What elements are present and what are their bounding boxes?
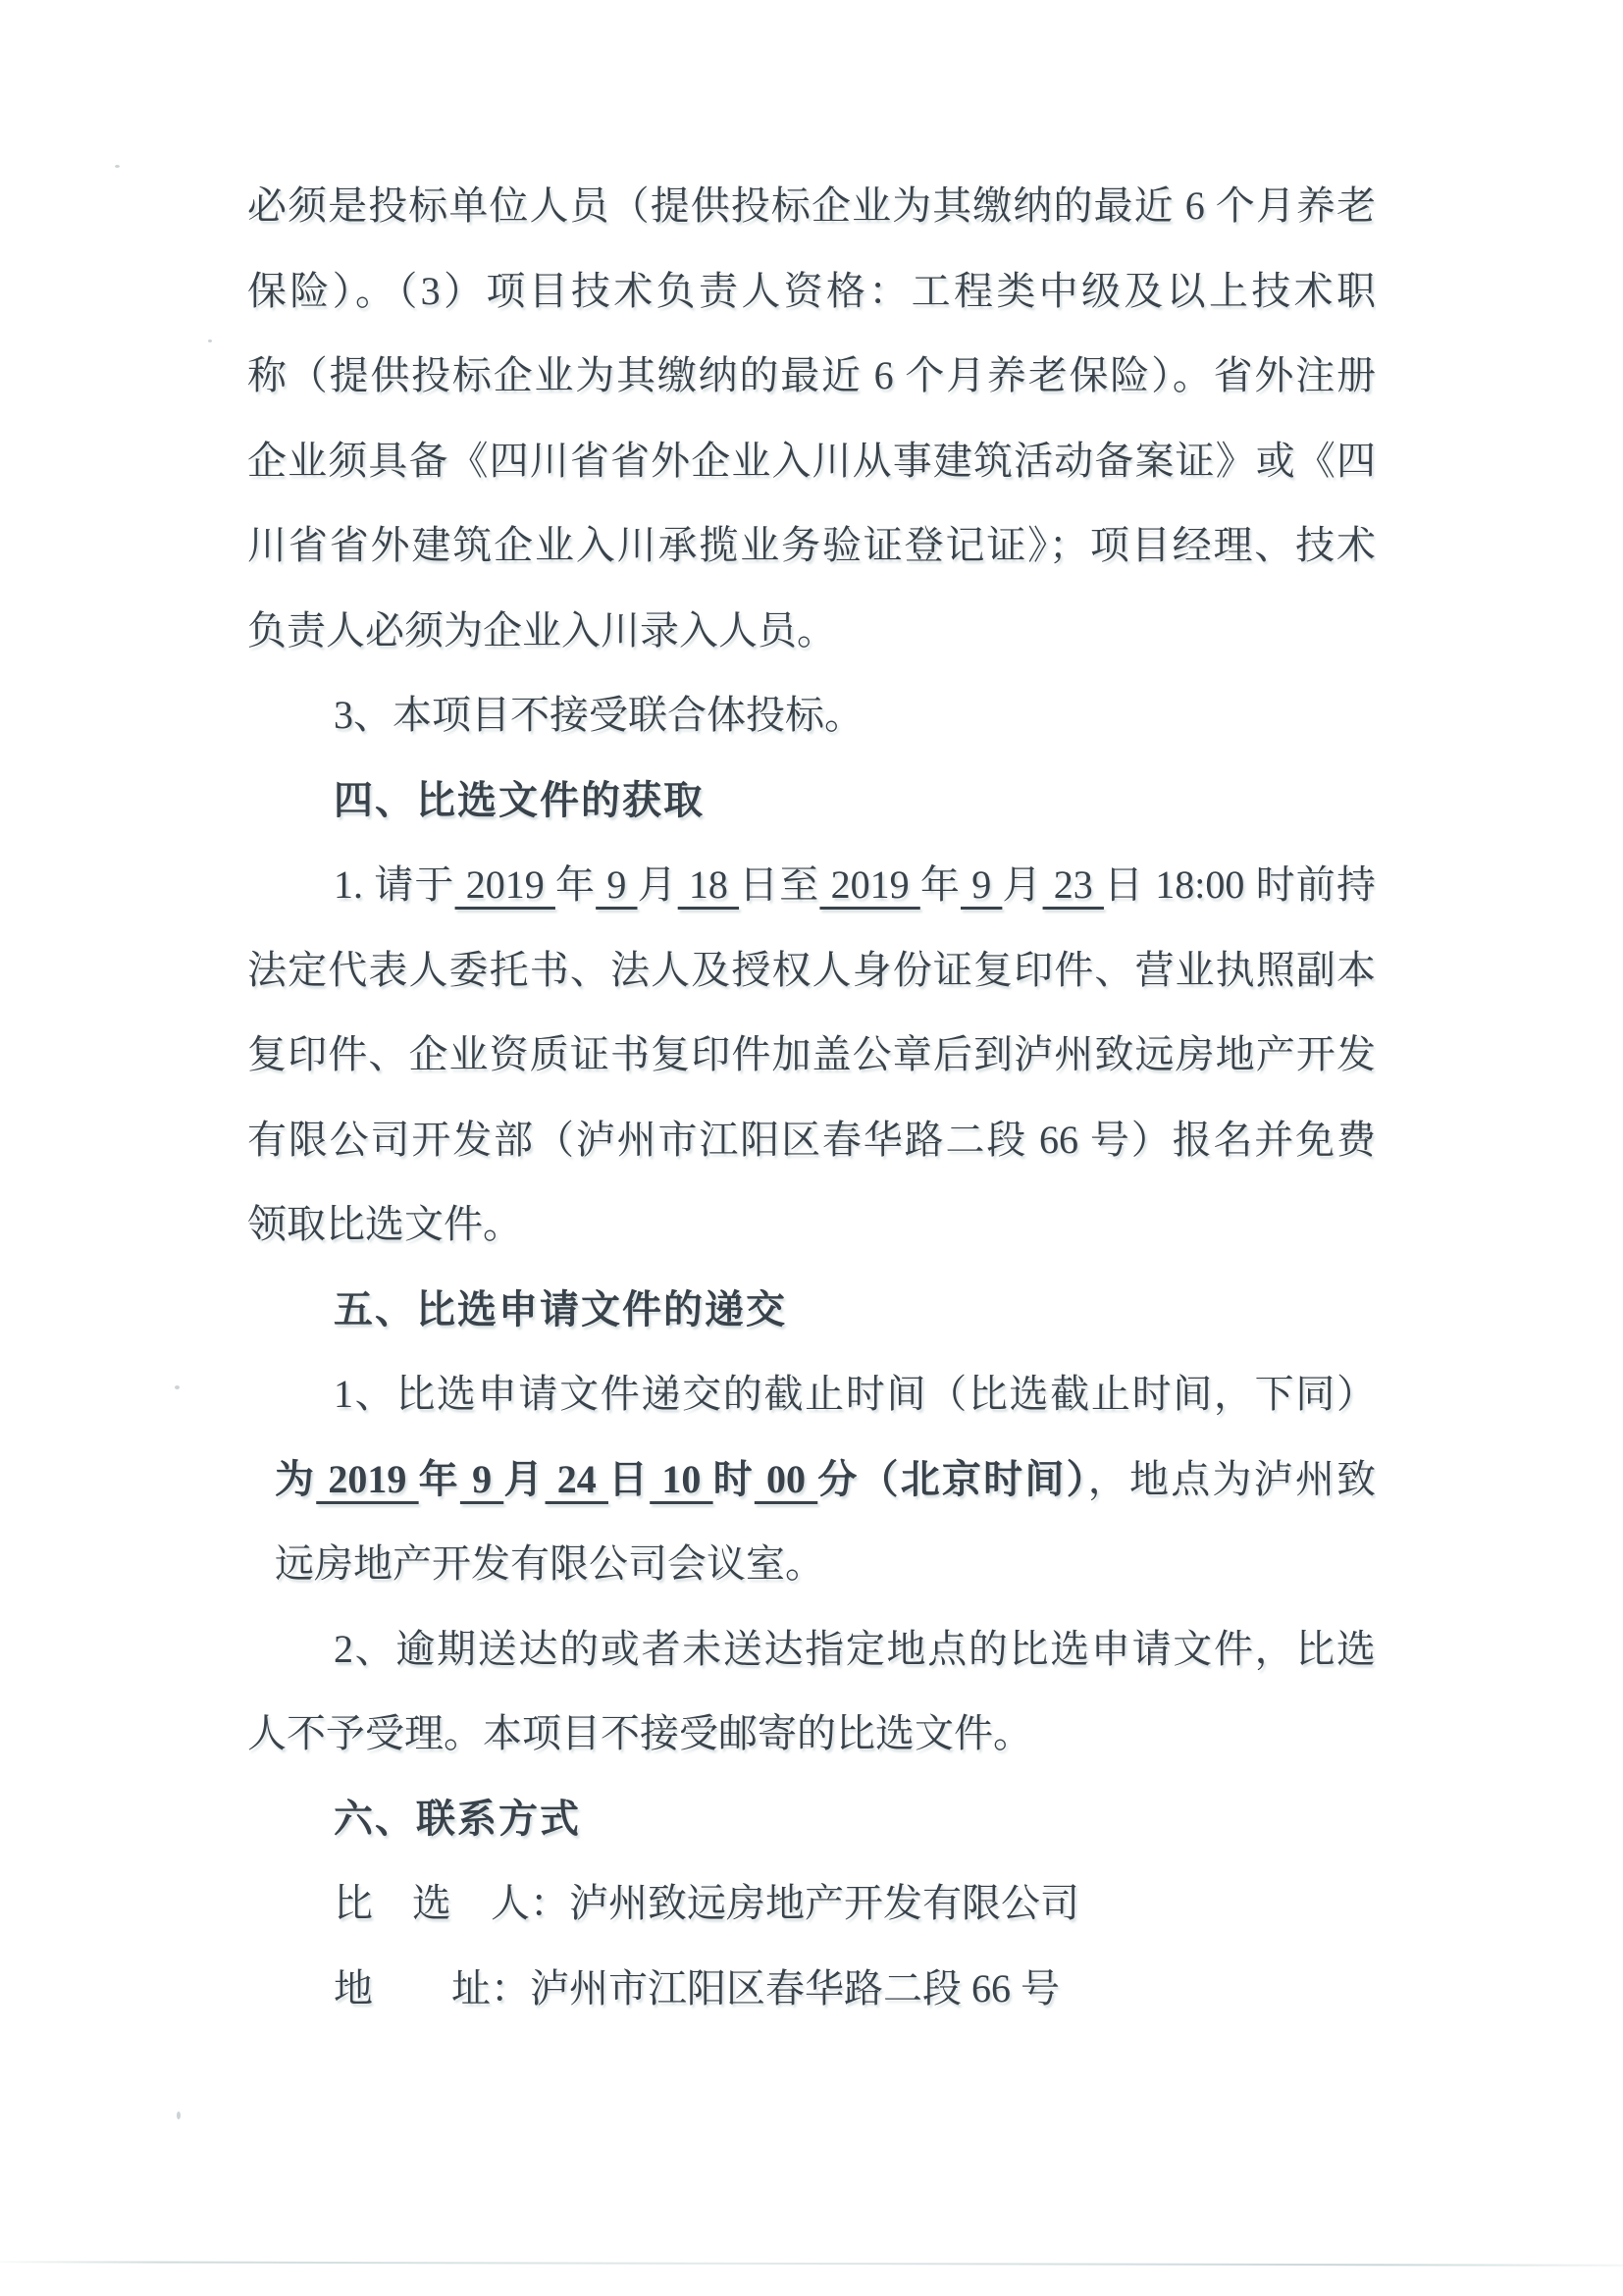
text-run: 日至 (739, 862, 820, 907)
date-line-obtain (247, 843, 1376, 928)
document-body (247, 164, 1376, 2031)
underlined-value: 2019 (819, 862, 920, 907)
deadline-intro-line (247, 1352, 1376, 1437)
deadline-date-line (247, 1437, 1376, 1523)
text-run: 时 (712, 1456, 755, 1501)
body-line-2 (247, 249, 1376, 335)
text-run: 日 18:00 时前持 (1103, 862, 1376, 907)
underlined-value: 2019 (316, 1456, 419, 1501)
body-line-11 (247, 1013, 1376, 1098)
text-run: 企业须具备《四川省省外企业入川从事建筑活动备案证》或《四 (247, 438, 1376, 483)
body-line-19 (247, 1692, 1376, 1777)
scan-speck (115, 165, 120, 168)
text-run: 日 (607, 1456, 651, 1501)
text-run: 保险）。（3）项目技术负责人资格：工程类中级及以上技术职 (247, 268, 1376, 313)
text-run: 分（北京时间） (817, 1456, 1088, 1501)
body-line-1 (247, 164, 1376, 249)
text-run: 3、本项目不接受联合体投标。 (334, 693, 864, 737)
text-run: 川省省外建筑企业入川承揽业务验证登记证》；项目经理、技术 (247, 523, 1376, 567)
text-run: ，地点为泸州致 (1087, 1456, 1376, 1501)
underlined-value: 9 (961, 862, 1003, 907)
text-run: 远房地产开发有限公司会议室。 (275, 1541, 824, 1586)
text-run: 法定代表人委托书、法人及授权人身份证复印件、营业执照副本 (247, 947, 1376, 992)
text-run: 年 (418, 1456, 460, 1501)
text-run: 领取比选文件。 (247, 1202, 522, 1246)
text-run: 1、比选申请文件递交的截止时间（比选截止时间，下同） (334, 1372, 1376, 1416)
underlined-value: 18 (677, 862, 740, 907)
text-run: 1. 请于 (334, 862, 455, 907)
text-run: 复印件、企业资质证书复印件加盖公章后到泸州致远房地产开发 (247, 1032, 1376, 1076)
scan-artifact-line (0, 2261, 1623, 2266)
text-run: 有限公司开发部（泸州市江阳区春华路二段 66 号）报名并免费 (247, 1117, 1376, 1162)
section-heading-5 (247, 1268, 1376, 1353)
body-line-5 (247, 503, 1376, 589)
text-run: 负责人必须为企业入川录入人员。 (247, 607, 836, 652)
body-line-17 (247, 1522, 1376, 1607)
body-line-6 (247, 589, 1376, 674)
scan-speck (177, 2112, 181, 2119)
body-line-4 (247, 419, 1376, 504)
text-run: 五、比选申请文件的递交 (334, 1286, 787, 1332)
text-run: 2、逾期送达的或者未送达指定地点的比选申请文件，比选 (334, 1626, 1376, 1671)
body-line-12 (247, 1098, 1376, 1183)
text-run: 年 (919, 862, 961, 907)
scan-speck (208, 339, 212, 342)
body-line-10 (247, 928, 1376, 1014)
scan-speck (175, 1385, 180, 1389)
text-run: 六、联系方式 (334, 1796, 581, 1842)
text-run: 必须是投标单位人员（提供投标企业为其缴纳的最近 6 个月养老 (247, 183, 1376, 228)
section-heading-4 (247, 758, 1376, 844)
text-run: 为 (275, 1456, 317, 1501)
text-run: 四、比选文件的获取 (334, 777, 705, 823)
underlined-value: 00 (754, 1456, 818, 1501)
text-run: 地 址：泸州市江阳区春华路二段 66 号 (334, 1965, 1060, 2010)
contact-entity-line (247, 1861, 1376, 1947)
text-run: 月 (1002, 862, 1043, 907)
underlined-value: 9 (459, 1456, 504, 1501)
text-run: 比 选 人：泸州致远房地产开发有限公司 (334, 1881, 1079, 1925)
text-run: 月 (503, 1456, 546, 1501)
body-line-3 (247, 334, 1376, 419)
underlined-value: 23 (1042, 862, 1104, 907)
underlined-value: 9 (596, 862, 638, 907)
item-2-line (247, 1607, 1376, 1693)
text-run: 年 (554, 862, 597, 907)
body-line-13 (247, 1182, 1376, 1268)
section-heading-6 (247, 1777, 1376, 1862)
text-run: 人不予受理。本项目不接受邮寄的比选文件。 (247, 1711, 1032, 1755)
item-3-line (247, 673, 1376, 758)
text-run: 月 (637, 862, 678, 907)
underlined-value: 10 (650, 1456, 713, 1501)
underlined-value: 2019 (454, 862, 555, 907)
underlined-value: 24 (545, 1456, 608, 1501)
contact-address-line (247, 1947, 1376, 2032)
text-run: 称（提供投标企业为其缴纳的最近 6 个月养老保险）。省外注册 (247, 353, 1376, 397)
